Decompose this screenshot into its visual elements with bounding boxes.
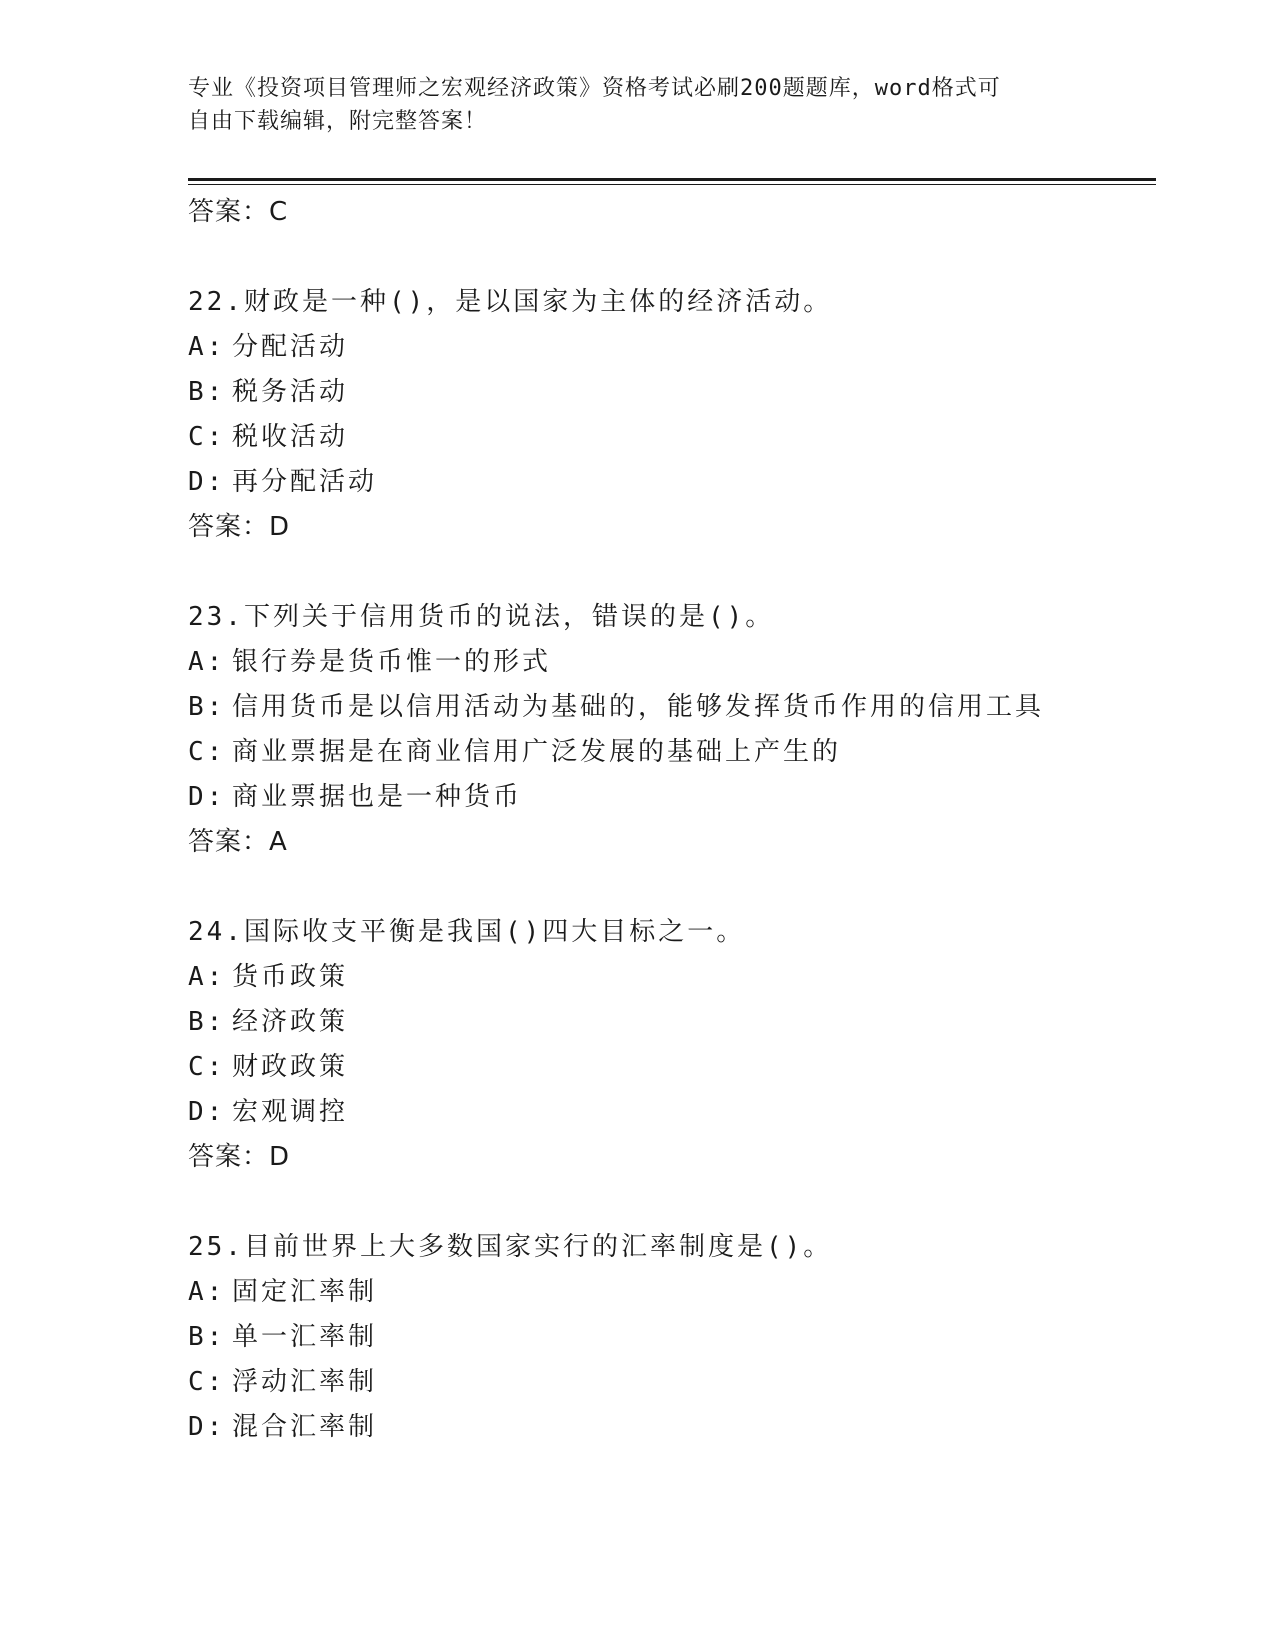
option-b <box>188 1000 1148 1045</box>
question-stem: 22.财政是一种()，是以国家为主体的经济活动。 <box>188 287 833 317</box>
option-letter: B: <box>188 1322 226 1352</box>
option-text: 分配活动 <box>232 332 349 362</box>
option-text: 商业票据是在商业信用广泛发展的基础上产生的 <box>232 737 842 767</box>
option-letter: C: <box>188 737 226 767</box>
option-letter: D: <box>188 782 226 812</box>
option-text: 税务活动 <box>232 377 349 407</box>
question-stem: 25.目前世界上大多数国家实行的汇率制度是()。 <box>188 1232 833 1262</box>
option-letter: C: <box>188 1052 226 1082</box>
option-b <box>188 370 1148 415</box>
option-d <box>188 460 1148 505</box>
option-c <box>188 1360 1148 1405</box>
option-d <box>188 1090 1148 1135</box>
question-25 <box>188 1225 1148 1450</box>
header-line-2: 自由下载编辑，附完整答案！ <box>188 109 488 134</box>
option-text: 宏观调控 <box>232 1097 349 1127</box>
option-text: 银行券是货币惟一的形式 <box>232 647 552 677</box>
option-text: 货币政策 <box>232 962 349 992</box>
header-divider-thin <box>188 184 1156 185</box>
option-text: 再分配活动 <box>232 467 378 497</box>
document-body <box>188 190 1148 1450</box>
answer: 答案：D <box>188 512 291 542</box>
option-letter: A: <box>188 1277 226 1307</box>
header-line-1: 专业《投资项目管理师之宏观经济政策》资格考试必刷200题题库，word格式可 <box>188 76 1001 101</box>
option-text: 浮动汇率制 <box>232 1367 378 1397</box>
option-a <box>188 1270 1148 1315</box>
option-text: 固定汇率制 <box>232 1277 378 1307</box>
option-d <box>188 1405 1148 1450</box>
previous-answer: 答案：C <box>188 197 289 227</box>
option-letter: B: <box>188 377 226 407</box>
question-24 <box>188 910 1148 1180</box>
answer: 答案：D <box>188 1142 291 1172</box>
question-23 <box>188 595 1148 865</box>
question-22 <box>188 280 1148 550</box>
option-a <box>188 640 1148 685</box>
option-d <box>188 775 1148 820</box>
option-c <box>188 730 1148 775</box>
option-letter: D: <box>188 1412 226 1442</box>
question-stem: 24.国际收支平衡是我国()四大目标之一。 <box>188 917 746 947</box>
option-letter: C: <box>188 1367 226 1397</box>
document-header <box>188 72 1088 138</box>
option-text: 税收活动 <box>232 422 349 452</box>
option-letter: D: <box>188 467 226 497</box>
option-text: 混合汇率制 <box>232 1412 378 1442</box>
option-text: 单一汇率制 <box>232 1322 378 1352</box>
option-b <box>188 1315 1148 1360</box>
option-c <box>188 415 1148 460</box>
header-divider-thick <box>188 178 1156 181</box>
option-b <box>188 685 1148 730</box>
option-letter: C: <box>188 422 226 452</box>
option-letter: A: <box>188 962 226 992</box>
answer: 答案：A <box>188 827 288 857</box>
option-text: 经济政策 <box>232 1007 349 1037</box>
question-stem: 23.下列关于信用货币的说法，错误的是()。 <box>188 602 775 632</box>
option-a <box>188 325 1148 370</box>
option-c <box>188 1045 1148 1090</box>
option-text: 财政政策 <box>232 1052 349 1082</box>
option-letter: B: <box>188 692 226 722</box>
option-letter: D: <box>188 1097 226 1127</box>
option-text: 信用货币是以信用活动为基础的，能够发挥货币作用的信用工具 <box>232 692 1045 722</box>
option-letter: A: <box>188 332 226 362</box>
option-letter: A: <box>188 647 226 677</box>
option-a <box>188 955 1148 1000</box>
option-letter: B: <box>188 1007 226 1037</box>
option-text: 商业票据也是一种货币 <box>232 782 523 812</box>
